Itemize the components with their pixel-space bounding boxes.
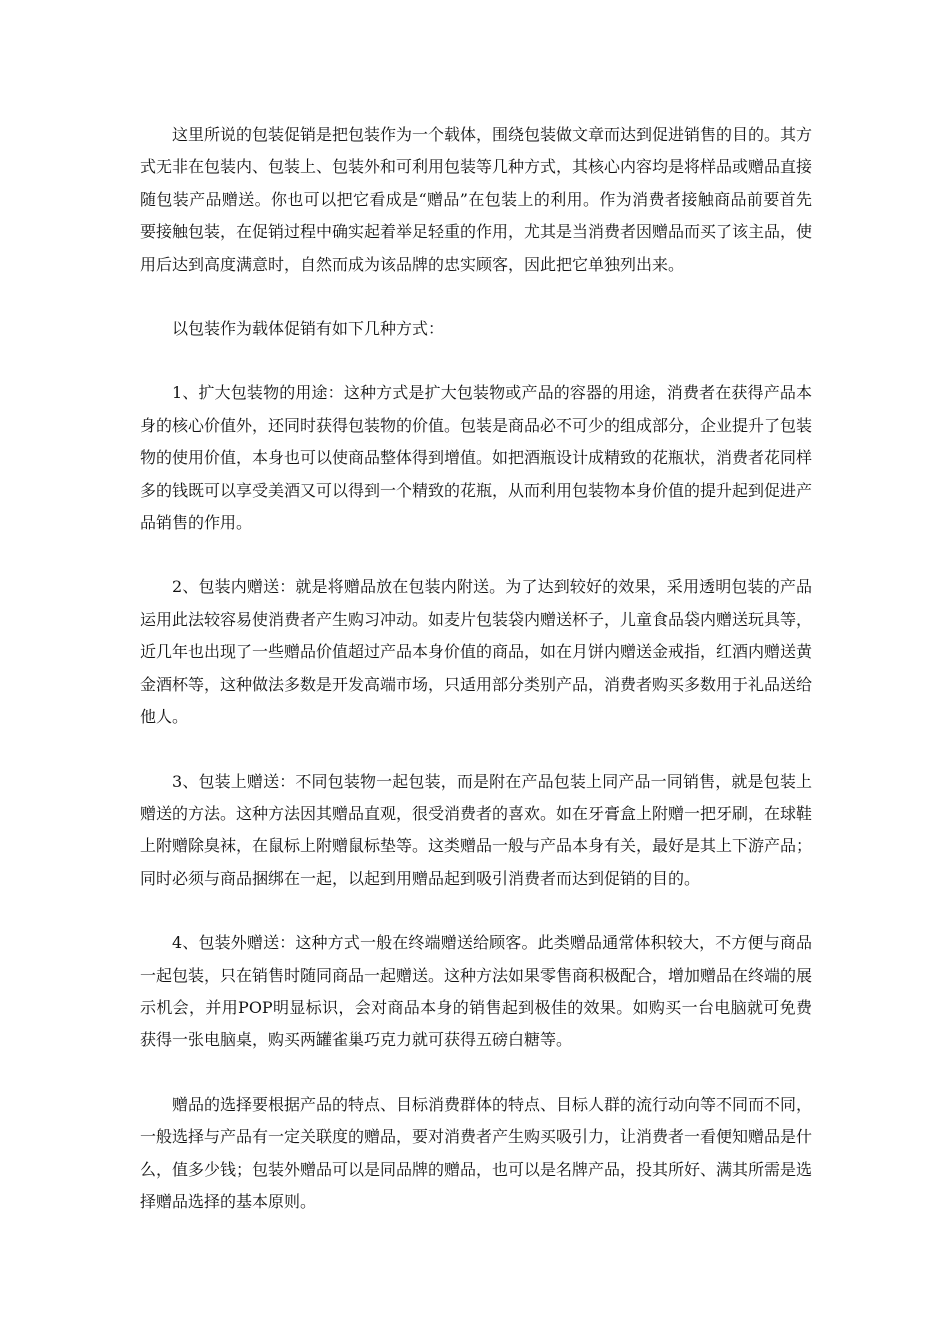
paragraph-method-4: 4、包装外赠送：这种方式一般在终端赠送给顾客。此类赠品通常体积较大，不方便与商品一起包装，只在销售时随同商品一起赠送。这种方法如果零售商积极配合，增加赠品在终端的展示机会，并用POP明显标识，会对商品本身的销售起到极佳的效果。如购买一台电脑就可免费获得一张电脑桌，购买两罐雀巢巧克力就可获得五磅白糖等。: [140, 933, 813, 1050]
paragraph-gift-selection: 赠品的选择要根据产品的特点、目标消费群体的特点、目标人群的流行动向等不同而不同，一般选择与产品有一定关联度的赠品，要对消费者产生购买吸引力，让消费者一看便知赠品是什么，值多少钱；包装外赠品可以是同品牌的赠品，也可以是名牌产品，投其所好、满其所需是选择赠品选择的基本原则。: [140, 1094, 813, 1211]
document-body: [140, 119, 812, 1250]
paragraph-method-1: 1、扩大包装物的用途：这种方式是扩大包装物或产品的容器的用途，消费者在获得产品本身的核心价值外，还同时获得包装物的价值。包装是商品必不可少的组成部分，企业提升了包装物的使用价值，本身也可以使商品整体得到增值。如把酒瓶设计成精致的花瓶状，消费者花同样多的钱既可以享受美酒又可以得到一个精致的花瓶，从而利用包装物本身价值的提升起到促进产品销售的作用。: [140, 383, 813, 533]
paragraph-method-2: 2、包装内赠送：就是将赠品放在包装内附送。为了达到较好的效果，采用透明包装的产品运用此法较容易使消费者产生购习冲动。如麦片包装袋内赠送杯子，儿童食品袋内赠送玩具等，近几年也出现了一些赠品价值超过产品本身价值的商品，如在月饼内赠送金戒指，红酒内赠送黄金酒杯等，这种做法多数是开发高端市场，只适用部分类别产品，消费者购买多数用于礼品送给他人。: [140, 577, 813, 727]
paragraph-method-3: 3、包装上赠送：不同包装物一起包装，而是附在产品包装上同产品一同销售，就是包装上赠送的方法。这种方法因其赠品直观，很受消费者的喜欢。如在牙膏盒上附赠一把牙刷，在球鞋上附赠除臭袜，在鼠标上附赠鼠标垫等。这类赠品一般与产品本身有关，最好是其上下游产品；同时必须与商品捆绑在一起，以起到用赠品起到吸引消费者而达到促销的目的。: [140, 771, 813, 888]
paragraph-methods-heading: 以包装作为载体促销有如下几种方式：: [172, 319, 445, 339]
paragraph-intro: 这里所说的包装促销是把包装作为一个载体，围绕包装做文章而达到促进销售的目的。其方式无非在包装内、包装上、包装外和可利用包装等几种方式，其核心内容均是将样品或赠品直接随包装产品赠送。你也可以把它看成是“赠品”在包装上的利用。作为消费者接触商品前要首先要接触包装，在促销过程中确实起着举足轻重的作用，尤其是当消费者因赠品而买了该主品，使用后达到高度满意时，自然而成为该品牌的忠实顾客，因此把它单独列出来。: [140, 125, 813, 274]
